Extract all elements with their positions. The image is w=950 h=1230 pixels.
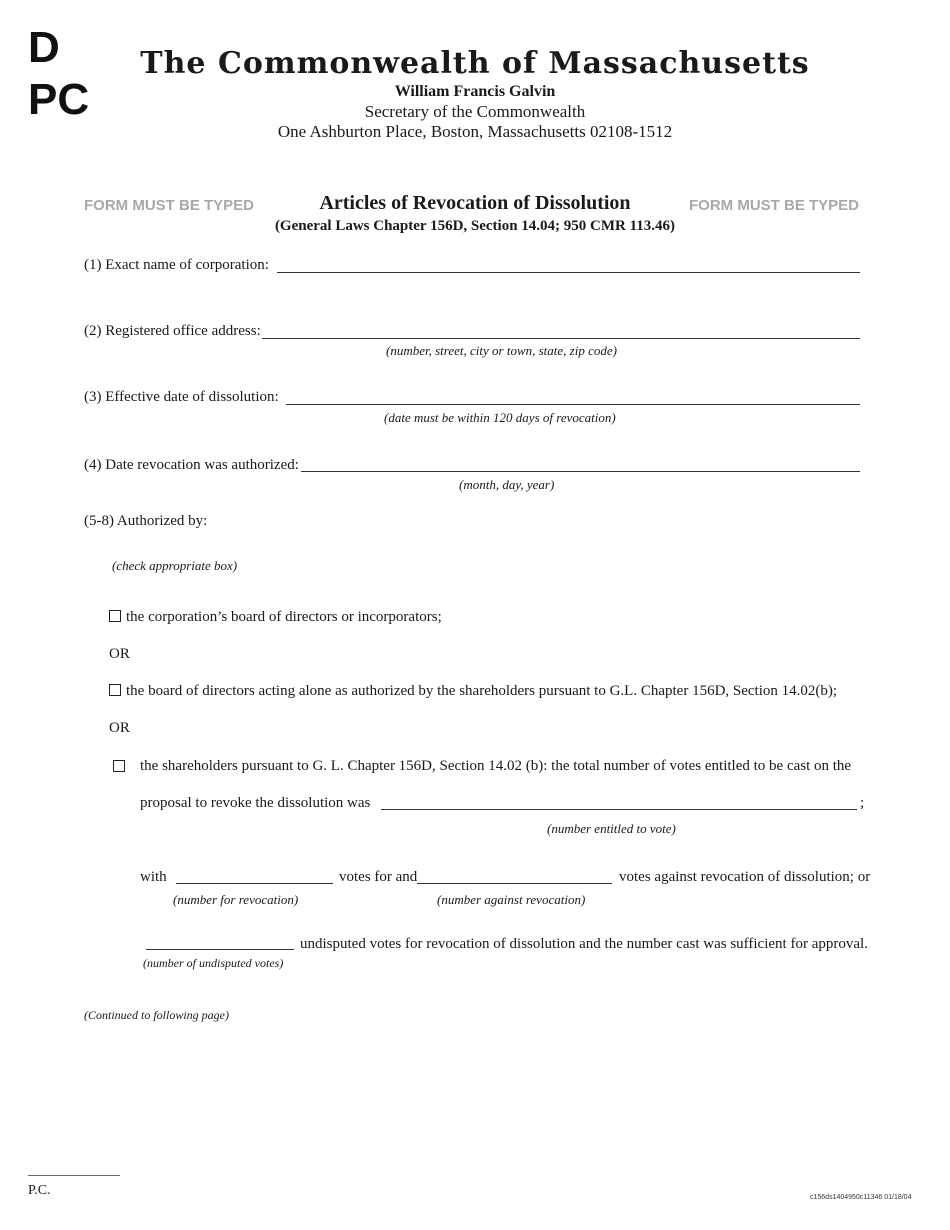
semicolon: ; <box>860 795 865 811</box>
votes-against-field[interactable] <box>417 883 612 884</box>
votes-entitled-label: proposal to revoke the dissolution was <box>140 795 371 811</box>
secretary-title: Secretary of the Commonwealth <box>364 102 586 121</box>
revocation-date-hint: (month, day, year) <box>459 477 555 492</box>
secretary-address: One Ashburton Place, Boston, Massachusetts 02108-1512 <box>277 122 673 141</box>
check-box-hint: (check appropriate box) <box>112 558 238 573</box>
state-heading: The Commonwealth of Massachusetts <box>140 46 810 81</box>
votes-for-label: votes for and <box>339 869 418 885</box>
checkbox-shareholders[interactable] <box>113 760 125 772</box>
or-separator-1: OR <box>109 646 130 662</box>
dpc-logo-line2: PC <box>28 75 90 124</box>
undisputed-votes-hint: (number of undisputed votes) <box>143 956 284 970</box>
checkbox-board-directors[interactable] <box>109 610 121 622</box>
undisputed-votes-label: undisputed votes for revocation of dissolution and the number cast was sufficient for approval. <box>300 936 868 952</box>
or-separator-2: OR <box>109 720 130 736</box>
authorized-by-label: (5-8) Authorized by: <box>84 513 208 529</box>
votes-entitled-hint: (number entitled to vote) <box>547 821 676 836</box>
undisputed-votes-field[interactable] <box>146 949 294 950</box>
form-subtitle: (General Laws Chapter 156D, Section 14.04; 950 CMR 113.46) <box>274 218 676 234</box>
revocation-date-label: (4) Date revocation was authorized: <box>84 457 299 473</box>
form-title: Articles of Revocation of Dissolution <box>319 192 631 214</box>
votes-against-hint: (number against revocation) <box>437 892 586 907</box>
footer-rule <box>28 1175 120 1176</box>
dissolution-date-hint: (date must be within 120 days of revocation) <box>384 410 616 425</box>
corporation-name-label: (1) Exact name of corporation: <box>84 257 269 273</box>
registered-office-label: (2) Registered office address: <box>84 323 261 339</box>
secretary-name: William Francis Galvin <box>394 83 556 100</box>
votes-for-field[interactable] <box>176 883 333 884</box>
votes-against-label: votes against revocation of dissolution; or <box>619 869 871 885</box>
corporation-name-field[interactable] <box>277 272 860 273</box>
form-code: c156ds1404950c11346 01/18/04 <box>810 1194 912 1201</box>
option-shareholders-label: the shareholders pursuant to G. L. Chapter 156D, Section 14.02 (b): the total number of votes entitled to be cast on the <box>140 758 852 774</box>
pc-label: P.C. <box>28 1183 51 1198</box>
option-board-acting-alone <box>109 683 837 700</box>
dissolution-date-field[interactable] <box>286 404 860 405</box>
continued-note: (Continued to following page) <box>84 1008 229 1022</box>
typed-notice-left: FORM MUST BE TYPED <box>84 197 255 214</box>
dissolution-date-label: (3) Effective date of dissolution: <box>84 389 279 405</box>
checkbox-board-acting-alone[interactable] <box>109 684 121 696</box>
registered-office-field[interactable] <box>262 338 860 339</box>
dpc-logo-line1: D <box>28 23 60 72</box>
option-board-acting-alone-label: the board of directors acting alone as authorized by the shareholders pursuant to G.L. Chapter 156D, Section 14.02(b); <box>126 683 838 699</box>
option-board-directors <box>109 609 442 626</box>
votes-for-hint: (number for revocation) <box>173 892 299 907</box>
option-board-directors-label: the corporation’s board of directors or incorporators; <box>126 609 442 625</box>
with-label: with <box>140 869 167 885</box>
registered-office-hint: (number, street, city or town, state, zip code) <box>386 343 617 358</box>
revocation-date-field[interactable] <box>301 471 860 472</box>
votes-entitled-field[interactable] <box>381 809 857 810</box>
typed-notice-right: FORM MUST BE TYPED <box>689 197 860 214</box>
